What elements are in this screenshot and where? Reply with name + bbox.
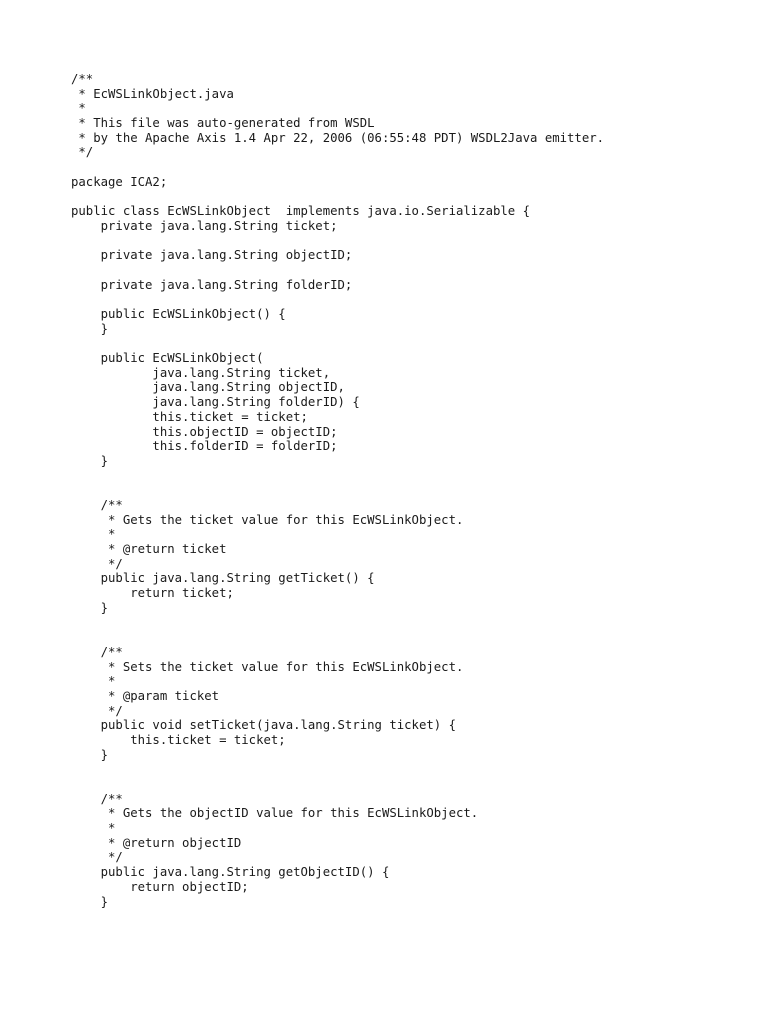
code-line [71,336,604,351]
code-line [71,234,604,249]
code-line: /** [71,791,123,806]
code-line: * by the Apache Axis 1.4 Apr 22, 2006 (06:55:48 PDT) WSDL2Java emitter. [71,130,605,145]
code-line [71,630,604,645]
code-line: this.ticket = ticket; [71,409,308,424]
code-line: */ [71,850,123,865]
code-line: } [71,453,109,468]
code-line: * Gets the ticket value for this EcWSLinkObject. [71,512,464,527]
code-line: /** [71,72,94,86]
code-line: return ticket; [71,586,234,601]
code-line: */ [71,703,123,718]
code-line [71,777,604,792]
code-line: public void setTicket(java.lang.String ticket) { [71,718,456,733]
code-line: } [71,600,109,615]
code-line: package ICA2; [71,174,168,189]
code-line: public java.lang.String getObjectID() { [71,865,390,880]
code-line: public EcWSLinkObject() { [71,307,286,321]
code-line: * [71,527,116,542]
code-line [71,615,604,630]
code-line: */ [71,556,123,571]
code-line: */ [71,145,94,160]
code-line: * [71,821,116,836]
code-line: * [71,674,116,689]
code-line: this.ticket = ticket; [71,732,286,747]
code-line: private java.lang.String ticket; [71,218,338,233]
code-line: java.lang.String ticket, [71,365,331,380]
code-line: public java.lang.String getTicket() { [71,571,375,586]
code-line: /** [71,497,123,512]
code-line: * [71,101,86,116]
code-line: * @param ticket [71,688,220,703]
code-line: java.lang.String folderID) { [71,395,360,410]
code-line: } [71,747,109,762]
source-code-block [71,72,604,909]
code-line: * EcWSLinkObject.java [71,86,234,101]
code-line: * Gets the objectID value for this EcWSLinkObject. [71,806,479,821]
code-line: this.folderID = folderID; [71,439,338,454]
code-line: * @return ticket [71,542,227,556]
code-line [71,160,604,175]
code-line: private java.lang.String folderID; [71,277,353,292]
code-line [71,190,604,205]
code-line [71,469,604,484]
code-line: this.objectID = objectID; [71,424,338,439]
code-line [71,263,604,278]
code-line: private java.lang.String objectID; [71,248,353,263]
code-line: } [71,894,109,909]
code-line: java.lang.String objectID, [71,380,345,395]
code-line: /** [71,644,123,659]
code-line [71,483,604,498]
code-line: * @return objectID [71,835,242,850]
code-line: public EcWSLinkObject( [71,351,264,366]
code-line [71,292,604,307]
code-line: * Sets the ticket value for this EcWSLinkObject. [71,659,464,674]
code-line [71,762,604,777]
code-line: public class EcWSLinkObject implements java.io.Serializable { [71,204,531,219]
code-line: return objectID; [71,879,249,894]
code-line: } [71,321,109,336]
code-line: * This file was auto-generated from WSDL [71,116,375,131]
